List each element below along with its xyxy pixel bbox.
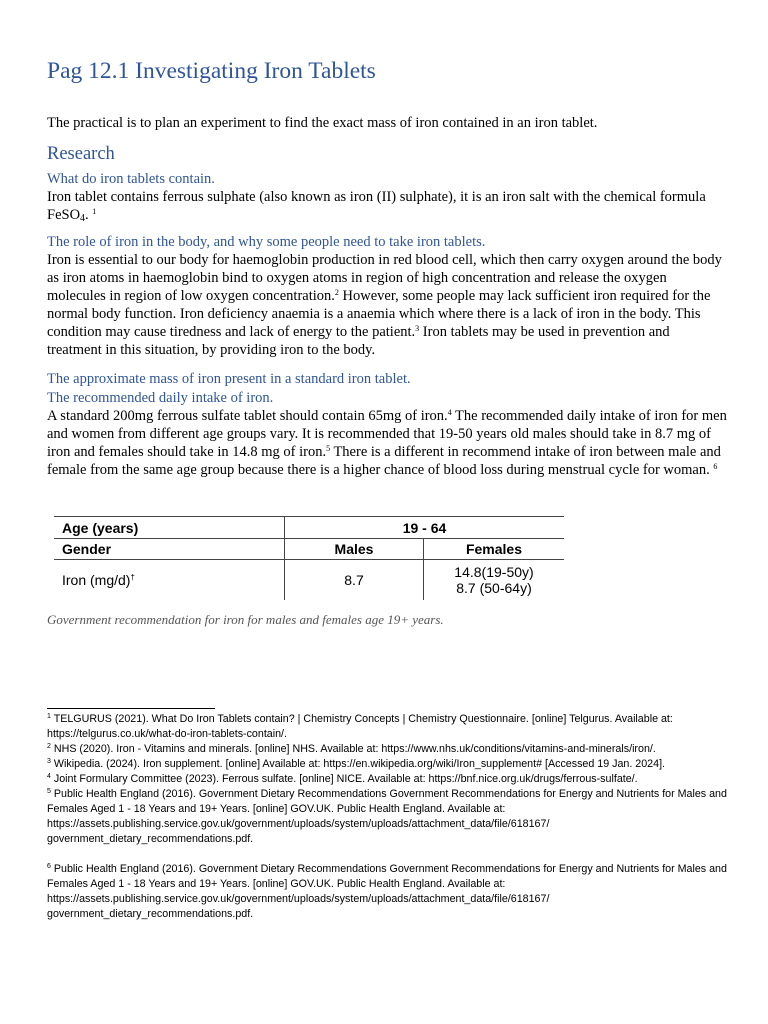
footnote-text: Public Health England (2016). Government Dietary Recommendations Government Recommendations for Energy and Nutrients for Males and Females Aged 1 - 18 Years and 19+ Years. [online] GOV.UK. Public Health England. Available at: https://assets.publishing.service.gov.uk/government/uploads/system/uploads/attachment_data/file/618167/ government_dietary_recommendations.pdf. (47, 788, 727, 845)
footnote-text: Public Health England (2016). Government Dietary Recommendations Government Recommendations for Energy and Nutrients for Males and Females Aged 1 - 18 Years and 19+ Years. [online] GOV.UK. Public Health England. Available at: https://assets.publishing.service.gov.uk/government/uploads/system/uploads/attachment_data/file/618167/ government_dietary_recommendations.pdf. (47, 863, 727, 920)
footnote-number: 4 (47, 773, 51, 780)
q2-text-b: However, some people may lack sufficient iron required for the normal body function. Iron deficiency anaemia is a anaemia which where there is a lack of iron in the body. This condition may cause tiredness and lack of energy to the patient. (47, 288, 711, 341)
footnote-number: 3 (47, 758, 51, 765)
q3-paragraph (47, 407, 727, 479)
age-value-cell: 19 - 64 (285, 517, 565, 539)
males-value-cell: 8.7 (285, 560, 424, 601)
footnote-text: TELGURUS (2021). What Do Iron Tablets contain? | Chemistry Concepts | Chemistry Questionnaire. [online] Telgurus. Available at: https://telgurus.co.uk/what-do-iron-tablets-contain/. (47, 713, 673, 740)
footnote-6 (47, 862, 727, 922)
q1-subscript: 4 (80, 213, 86, 225)
footnote-gap (47, 847, 727, 862)
q2-paragraph (47, 251, 727, 360)
footnote-ref-1[interactable]: 1 (92, 207, 97, 217)
footnotes (47, 712, 727, 922)
q3-heading-2: The recommended daily intake of iron. (47, 390, 274, 406)
footnote-1 (47, 712, 727, 742)
q3-text-c: There is a different in recommend intake of iron between male and female from the same age group because there is a higher chance of blood loss during menstrual cycle for woman. (47, 444, 721, 479)
q3-heading-1: The approximate mass of iron present in a standard iron tablet. (47, 371, 411, 387)
footnote-text: NHS (2020). Iron - Vitamins and minerals. [online] NHS. Available at: https://www.nhs.uk/conditions/vitamins-and-minerals/iron/. (53, 743, 656, 755)
footnote-number: 2 (47, 743, 51, 750)
age-label-cell: Age (years) (54, 517, 285, 539)
q2-text-c: Iron tablets may be used in prevention and treatment in this situation, by providing iron to the body. (47, 324, 670, 359)
q3-text-b: The recommended daily intake of iron for men and women from different age groups vary. It is recommended that 19-50 years old males should take in 8.7 mg of iron and females should take in 14.8 mg of iron. (47, 408, 727, 461)
footnote-5 (47, 787, 727, 847)
males-header-cell: Males (285, 539, 424, 560)
females-header-cell: Females (424, 539, 565, 560)
footnote-text: Joint Formulary Committee (2023). Ferrous sulfate. [online] NICE. Available at: https://bnf.nice.org.uk/drugs/ferrous-sulfate/. (53, 773, 638, 785)
intro-paragraph: The practical is to plan an experiment to find the exact mass of iron contained in an iron tablet. (47, 115, 598, 131)
footnote-4 (47, 772, 727, 787)
q2-text-a: Iron is essential to our body for haemoglobin production in red blood cell, which then carry oxygen around the body as iron atoms in haemoglobin bind to oxygen atoms in region of high concentration and release the oxygen molecules in region of low oxygen concentration. (47, 252, 722, 305)
footnote-ref-4[interactable]: 4 (447, 408, 452, 417)
table-caption: Government recommendation for iron for males and females age 19+ years. (47, 612, 444, 627)
q1-heading: What do iron tablets contain. (47, 171, 215, 187)
table-row (54, 560, 564, 601)
q1-text: Iron tablet contains ferrous sulphate (also known as iron (II) sulphate), it is an iron salt with the chemical formula FeSO (47, 189, 706, 224)
gender-label-cell: Gender (54, 539, 285, 560)
footnote-text: Wikipedia. (2024). Iron supplement. [online] Available at: https://en.wikipedia.org/wiki/Iron_supplement# [Accessed 19 Jan. 2024]. (53, 758, 666, 770)
page-title: Pag 12.1 Investigating Iron Tablets (47, 58, 376, 84)
females-value-1: 14.8(19-50y) (454, 564, 534, 580)
footnote-ref-6[interactable]: 6 (713, 462, 718, 472)
table-row (54, 517, 564, 539)
iron-label-cell (54, 560, 285, 601)
iron-label: Iron (mg/d) (62, 572, 131, 588)
q1-after: . (85, 207, 93, 224)
q2-heading: The role of iron in the body, and why some people need to take iron tablets. (47, 234, 486, 250)
footnote-ref-3[interactable]: 3 (415, 324, 420, 334)
q1-paragraph (47, 188, 727, 224)
q3-text-a: A standard 200mg ferrous sulfate tablet should contain 65mg of iron. (47, 408, 448, 424)
table-row (54, 539, 564, 560)
footnote-2 (47, 742, 727, 757)
females-value-cell (424, 560, 565, 601)
footnote-ref-5[interactable]: 5 (326, 444, 331, 454)
footnote-number: 6 (47, 863, 51, 870)
footnote-separator (47, 708, 215, 709)
footnote-number: 5 (47, 788, 51, 795)
footnote-3 (47, 757, 727, 772)
research-heading: Research (47, 144, 115, 164)
females-value-2: 8.7 (50-64y) (456, 580, 532, 596)
footnote-ref-2[interactable]: 2 (334, 288, 339, 298)
iron-intake-table (54, 516, 564, 600)
dagger-mark: † (130, 573, 135, 582)
footnote-number: 1 (47, 713, 51, 720)
